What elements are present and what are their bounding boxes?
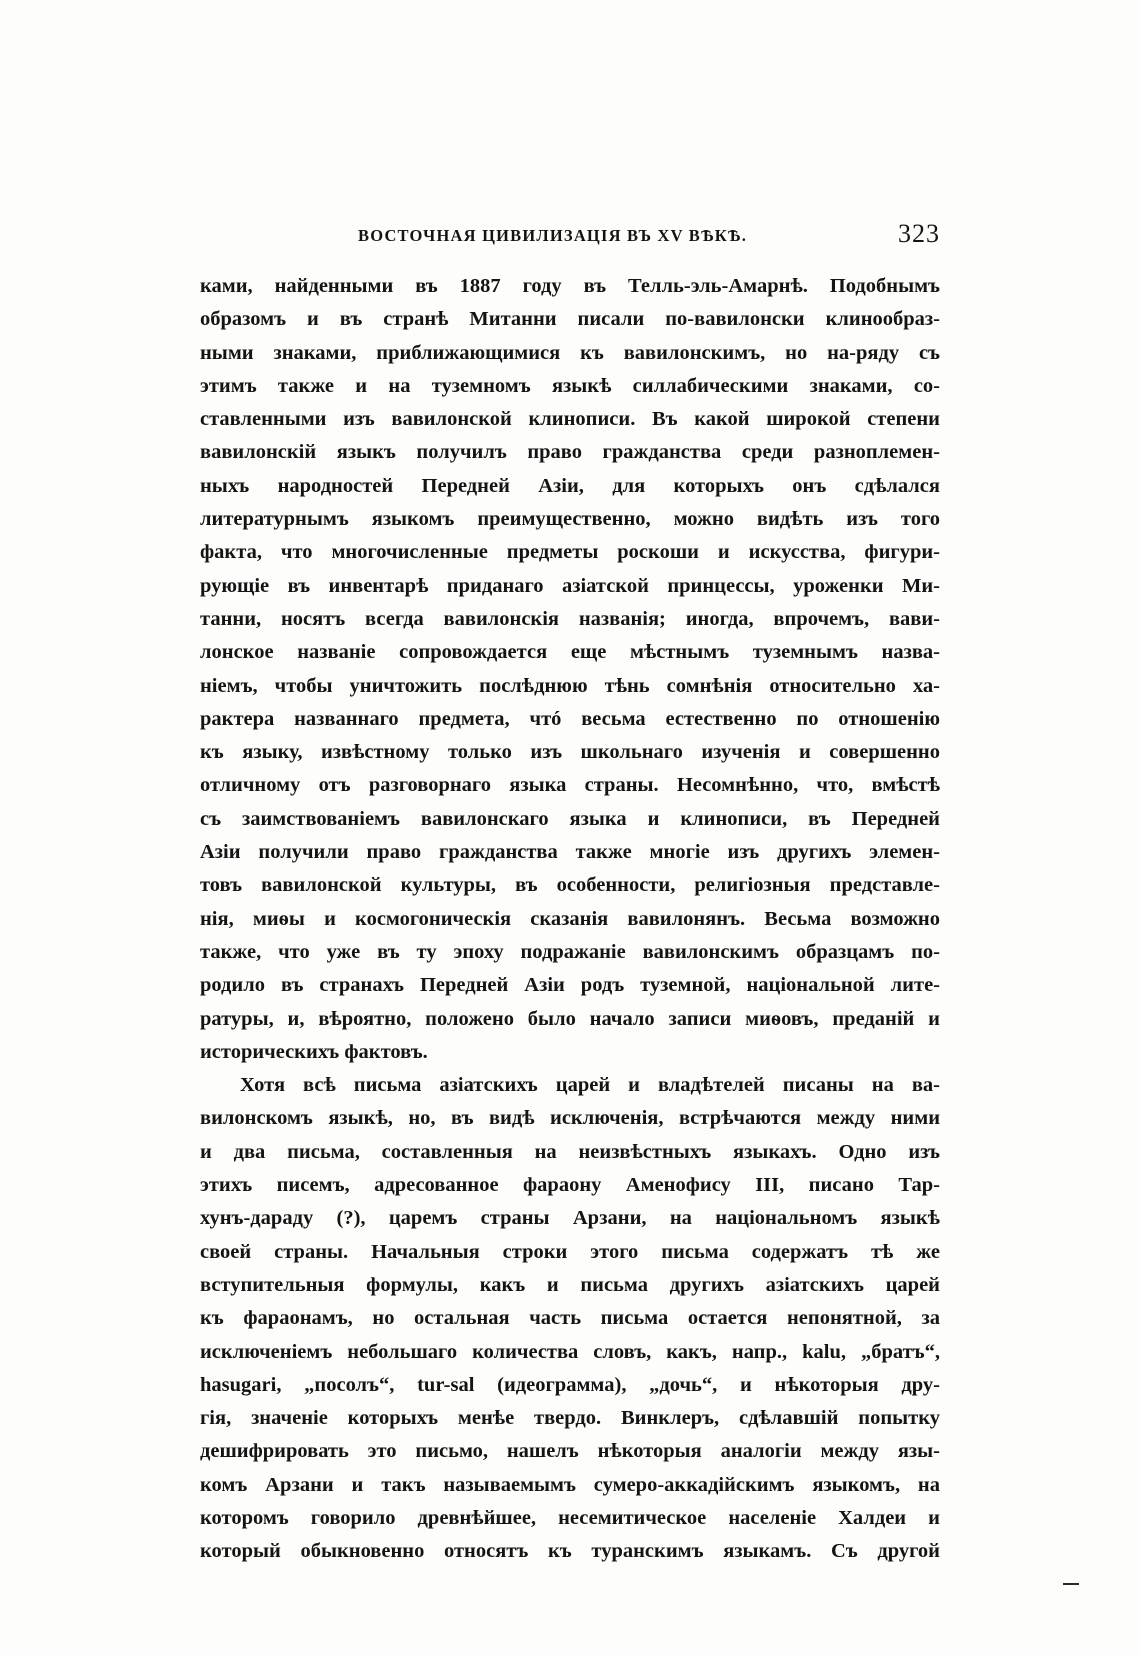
text-line: образомъ и въ странѣ Митанни писали по-вавилонски клинообраз-: [200, 308, 940, 331]
body-text: [200, 270, 940, 1569]
text-line: который обыкновенно относятъ къ туранскимъ языкамъ. Съ другой: [200, 1540, 940, 1563]
text-line: этихъ писемъ, адресованное фараону Аменофису III, писано Тар-: [200, 1174, 940, 1197]
text-line: этимъ также и на туземномъ языкѣ силлабическими знаками, со-: [200, 374, 940, 397]
text-line: ныхъ народностей Передней Азіи, для которыхъ онъ сдѣлался: [200, 474, 940, 497]
text-line: родило въ странахъ Передней Азіи родъ туземной, національной лите-: [200, 974, 940, 997]
text-line: рактера названнаго предмета, чтó весьма естественно по отношенію: [200, 707, 940, 730]
text-line: Азіи получили право гражданства также многіе изъ другихъ элемен-: [200, 841, 940, 864]
paragraph-start-line: Хотя всѣ письма азіатскихъ царей и владѣтелей писаны на ва-: [240, 1074, 940, 1097]
text-line: нія, миѳы и космогоническія сказанія вавилонянъ. Весьма возможно: [200, 907, 940, 930]
text-line: факта, что многочисленные предметы роскоши и искусства, фигури-: [200, 541, 940, 564]
running-title: ВОСТОЧНАЯ ЦИВИЛИЗАЦІЯ ВЪ XV ВѢКѢ.: [358, 226, 748, 245]
paragraph-end-line: историческихъ фактовъ.: [200, 1040, 428, 1063]
text-line: товъ вавилонской культуры, въ особенности, религіозныя представле-: [200, 874, 940, 897]
text-line: хунъ-дараду (?), царемъ страны Арзани, на національномъ языкѣ: [200, 1207, 940, 1230]
text-line: лонское названіе сопровождается еще мѣстнымъ туземнымъ назва-: [200, 641, 940, 664]
text-line: литературнымъ языкомъ преимущественно, можно видѣть изъ того: [200, 508, 940, 531]
text-line: танни, носятъ всегда вавилонскія названія; иногда, впрочемъ, вави-: [200, 607, 940, 630]
scan-edge-mark: [1063, 1583, 1079, 1585]
page-number: 323: [898, 219, 940, 248]
text-line: ками, найденными въ 1887 году въ Телль-эль-Амарнѣ. Подобнымъ: [200, 275, 940, 297]
text-line: ставленными изъ вавилонской клинописи. Въ какой широкой степени: [200, 408, 940, 431]
running-header: [200, 219, 940, 252]
text-line: исключеніемъ небольшаго количества словъ, какъ, напр., kalu, „братъ“,: [200, 1340, 940, 1363]
text-line: вступительныя формулы, какъ и письма другихъ азіатскихъ царей: [200, 1273, 940, 1296]
text-line: ными знаками, приближающимися къ вавилонскимъ, но на-ряду съ: [200, 341, 940, 364]
text-line: также, что уже въ ту эпоху подражаніе вавилонскимъ образцамъ по-: [200, 940, 940, 963]
text-line: къ языку, извѣстному только изъ школьнаго изученія и совершенно: [200, 741, 940, 764]
text-line: вилонскомъ языкѣ, но, въ видѣ исключенія, встрѣчаются между ними: [200, 1107, 940, 1130]
text-line: гія, значеніе которыхъ менѣе твердо. Винклеръ, сдѣлавшій попытку: [200, 1407, 940, 1430]
text-line: рующіе въ инвентарѣ приданаго азіатской принцессы, уроженки Ми-: [200, 574, 940, 597]
text-line: hasugari, „посолъ“, tur-sal (идеограмма), „дочь“, и нѣкоторыя дру-: [200, 1373, 940, 1396]
text-line: которомъ говорило древнѣйшее, несемитическое населеніе Халдеи и: [200, 1506, 940, 1529]
text-line: комъ Арзани и такъ называемымъ сумеро-аккадійскимъ языкомъ, на: [200, 1473, 940, 1496]
text-line: своей страны. Начальныя строки этого письма содержатъ тѣ же: [200, 1240, 940, 1263]
text-line: дешифрировать это письмо, нашелъ нѣкоторыя аналогіи между язы-: [200, 1440, 940, 1463]
text-line: вавилонскій языкъ получилъ право гражданства среди разноплемен-: [200, 441, 940, 464]
text-line: ніемъ, чтобы уничтожить послѣднюю тѣнь сомнѣнія относительно ха-: [200, 674, 940, 697]
text-line: и два письма, составленныя на неизвѣстныхъ языкахъ. Одно изъ: [200, 1140, 940, 1163]
text-line: отличному отъ разговорнаго языка страны. Несомнѣнно, что, вмѣстѣ: [200, 774, 940, 797]
text-line: къ фараонамъ, но остальная часть письма остается непонятной, за: [200, 1307, 940, 1330]
text-line: ратуры, и, вѣроятно, положено было начало записи миѳовъ, преданій и: [200, 1007, 940, 1030]
text-line: съ заимствованіемъ вавилонскаго языка и клинописи, въ Передней: [200, 807, 940, 830]
